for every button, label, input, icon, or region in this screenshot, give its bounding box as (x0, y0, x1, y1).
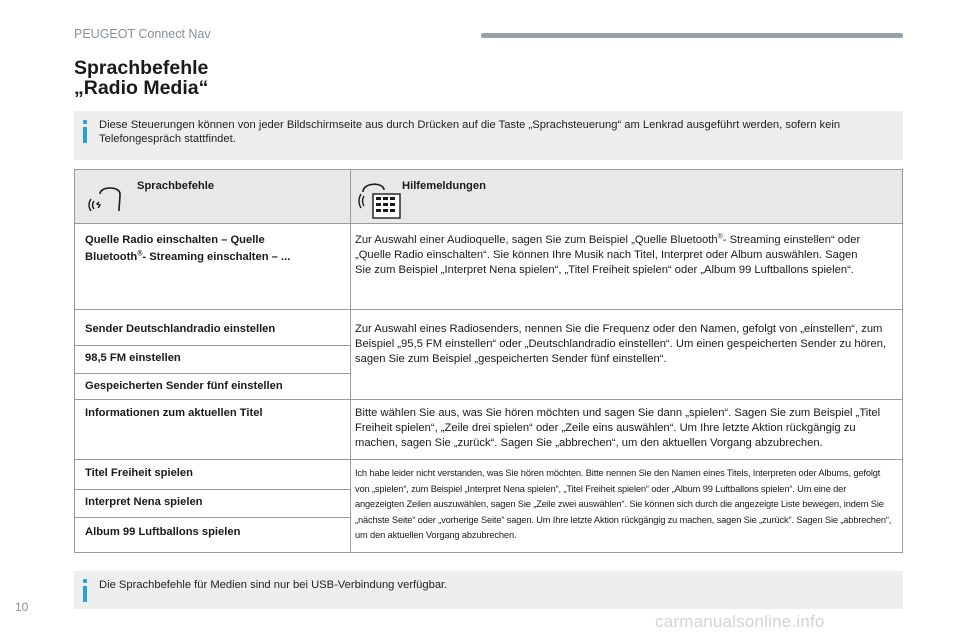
row-divider (75, 489, 350, 490)
info-icon (83, 586, 87, 602)
voice-command-table (74, 169, 903, 553)
command-radio-preset: Gespeicherten Sender fünf einstellen (85, 380, 283, 392)
help-play: Ich habe leider nicht verstanden, was Sie hören möchten. Bitte nennen Sie den Namen eines Titels, Interpreten oder Albums, gefolgt von „spielen“, zum Beispiel „Interpret Nena spielen“, „Titel Freiheit spielen“ oder „Album 99 Luftballons spielen“. Um eine der angezeigten Zeilen auszuwählen, sagen Sie „Zeile zwei auswählen“. Sie können sich durch die angezeigte Liste bewegen, indem Sie „nächste Seite“ oder „vorherige Seite“ sagen. Um Ihre letzte Aktion rückgängig zu machen, sagen Sie „zurück“. Sagen Sie „abbrechen“, um den aktuellen Vorgang abzubrechen. (355, 468, 892, 540)
row-divider (75, 345, 350, 346)
row-divider (75, 399, 902, 400)
row-divider (75, 517, 350, 518)
command-text: - Streaming einschalten – ... (142, 251, 291, 263)
page-title-line1: Sprachbefehle (74, 57, 209, 79)
table-header-help (358, 178, 888, 222)
command-text: Bluetooth (85, 251, 138, 263)
page-number: 10 (15, 600, 29, 614)
help-track-info: Bitte wählen Sie aus, was Sie hören möchten und sagen Sie dann „spielen“. Sagen Sie zum Beispiel „Titel Freiheit spielen“, „Zeile drei spielen“ oder „Zeile eins auswählen“. Um Ihre letzte Aktion rückgängig zu machen, sagen Sie „zurück“. Sagen Sie „abbrechen“, um den aktuellen Vorgang abzubrechen. (355, 407, 881, 449)
command-track-info: Informationen zum aktuellen Titel (85, 407, 263, 419)
registered-mark: ® (717, 233, 723, 241)
command-radio-frequency: 98,5 FM einstellen (85, 352, 181, 364)
column-divider (350, 170, 351, 552)
help-line (355, 233, 900, 248)
info-icon (83, 127, 87, 143)
help-line: „Quelle Radio einschalten“. Sie können Ihre Musik nach Titel, Interpret oder Album auswählen. Sagen (355, 249, 858, 261)
command-source (85, 232, 347, 266)
info-note (74, 111, 903, 160)
row-divider (75, 373, 350, 374)
help-text: Zur Auswahl einer Audioquelle, sagen Sie zum Beispiel „Quelle Bluetooth (355, 234, 718, 246)
help-line: Sie zum Beispiel „Interpret Nena spielen“, „Titel Freiheit spielen“ oder „Album 99 Luftballons spielen“. (355, 264, 854, 276)
voice-command-icon (87, 180, 123, 216)
help-radio: Zur Auswahl eines Radiosenders, nennen Sie die Frequenz oder den Namen, gefolgt von „einstellen“, zum Beispiel „95,5 FM einstellen“ oder „Deutschlandradio einstellen“. Um einen gespeicherten Sender zu hören, sagen Sie zum Beispiel „gespeicherten Sender fünf einstellen“. (355, 323, 887, 365)
command-radio-station: Sender Deutschlandradio einstellen (85, 323, 276, 335)
command-play-artist: Interpret Nena spielen (85, 496, 203, 508)
page-title (74, 58, 208, 98)
help-source (355, 233, 900, 278)
usb-note-text: Die Sprachbefehle für Medien sind nur bei USB-Verbindung verfügbar. (99, 579, 448, 591)
row-divider (75, 223, 902, 224)
table-header-commands (87, 178, 347, 222)
command-line: Quelle Radio einschalten – Quelle (85, 234, 265, 246)
col1-header-label: Sprachbefehle (137, 180, 215, 192)
col2-header-label: Hilfemeldungen (402, 180, 486, 192)
voice-keypad-icon (358, 178, 402, 220)
info-icon-dot (83, 579, 87, 583)
row-divider (75, 459, 902, 460)
header-rule (481, 33, 903, 38)
page-title-line2: „Radio Media“ (74, 77, 209, 99)
row-divider (75, 309, 902, 310)
registered-mark: ® (137, 250, 143, 258)
help-text: - Streaming einstellen“ oder (722, 234, 861, 246)
info-icon-dot (83, 120, 87, 124)
command-line (85, 249, 347, 266)
document-header-label: PEUGEOT Connect Nav (74, 27, 211, 41)
watermark: carmanualsonline.info (655, 612, 825, 631)
command-play-title: Titel Freiheit spielen (85, 467, 193, 479)
info-note-text: Diese Steuerungen können von jeder Bildschirmseite aus durch Drücken auf die Taste „Sprachsteuerung“ am Lenkrad ausgeführt werden, sofern kein Telefongespräch stattfindet. (99, 119, 841, 145)
command-play-album: Album 99 Luftballons spielen (85, 526, 241, 538)
usb-note (74, 571, 903, 609)
